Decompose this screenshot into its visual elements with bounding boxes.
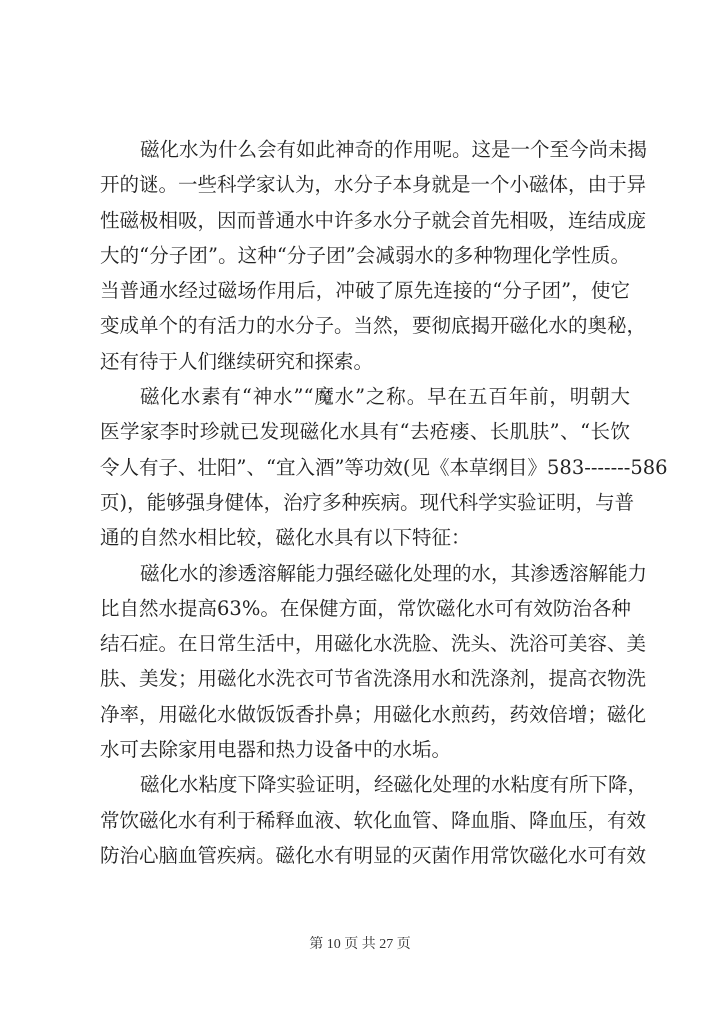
paragraph-2: [100, 379, 668, 555]
text-line: 开的谜。一些科学家认为，水分子本身就是一个小磁体，由于异: [100, 173, 647, 197]
text-line: 医学家李时珍就已发现磁化水具有“去疮瘘、长肌肤”、“长饮: [100, 420, 630, 444]
text-line: 肤、美发；用磁化水洗衣可节省洗涤用水和洗涤剂，提高衣物洗: [100, 667, 647, 691]
text-line: 磁化水素有“神水”“魔水”之称。早在五百年前，明朝大: [140, 385, 630, 409]
text-line: 通的自然水相比较，磁化水具有以下特征：: [100, 526, 471, 550]
text-line: 防治心脑血管疾病。磁化水有明显的灭菌作用常饮磁化水可有效: [100, 843, 647, 867]
text-line: 磁化水的渗透溶解能力强经磁化处理的水，其渗透溶解能力: [140, 561, 648, 585]
paragraph-4: [100, 767, 648, 873]
text-line: 大的“分子团”。这种“分子团”会减弱水的多种物理化学性质。: [100, 243, 630, 267]
text-line: 还有待于人们继续研究和探索。: [100, 349, 374, 373]
paragraph-1: [100, 132, 648, 379]
text-line: 常饮磁化水有利于稀释血液、软化血管、降血脂、降血压，有效: [100, 808, 647, 832]
text-line: 页)，能够强身健体，治疗多种疾病。现代科学实验证明，与普: [100, 490, 635, 514]
text-line: 磁化水为什么会有如此神奇的作用呢。这是一个至今尚未揭: [140, 138, 648, 161]
text-line: 水可去除家用电器和热力设备中的水垢。: [100, 738, 452, 762]
text-line: 比自然水提高63%。在保健方面，常饮磁化水可有效防治各种: [100, 596, 631, 620]
text-line: 磁化水粘度下降实验证明，经磁化处理的水粘度有所下降，: [140, 773, 648, 797]
text-line: 变成单个的有活力的水分子。当然，要彻底揭开磁化水的奥秘，: [100, 314, 647, 338]
text-line: 净率，用磁化水做饭饭香扑鼻；用磁化水煎药，药效倍增；磁化: [100, 702, 647, 726]
document-body: [100, 132, 668, 873]
text-line: 令人有子、壮阳”、“宜入酒”等功效(见《本草纲目》583-------586: [100, 455, 668, 479]
text-line: 结石症。在日常生活中，用磁化水洗脸、洗头、洗浴可美容、美: [100, 632, 647, 656]
paragraph-3: [100, 556, 648, 768]
page-number-footer: 第 10 页 共 27 页: [309, 937, 411, 952]
text-line: 性磁极相吸，因而普通水中许多水分子就会首先相吸，连结成庞: [100, 208, 647, 232]
text-line: 当普通水经过磁场作用后，冲破了原先连接的“分子团”，使它: [100, 279, 630, 303]
